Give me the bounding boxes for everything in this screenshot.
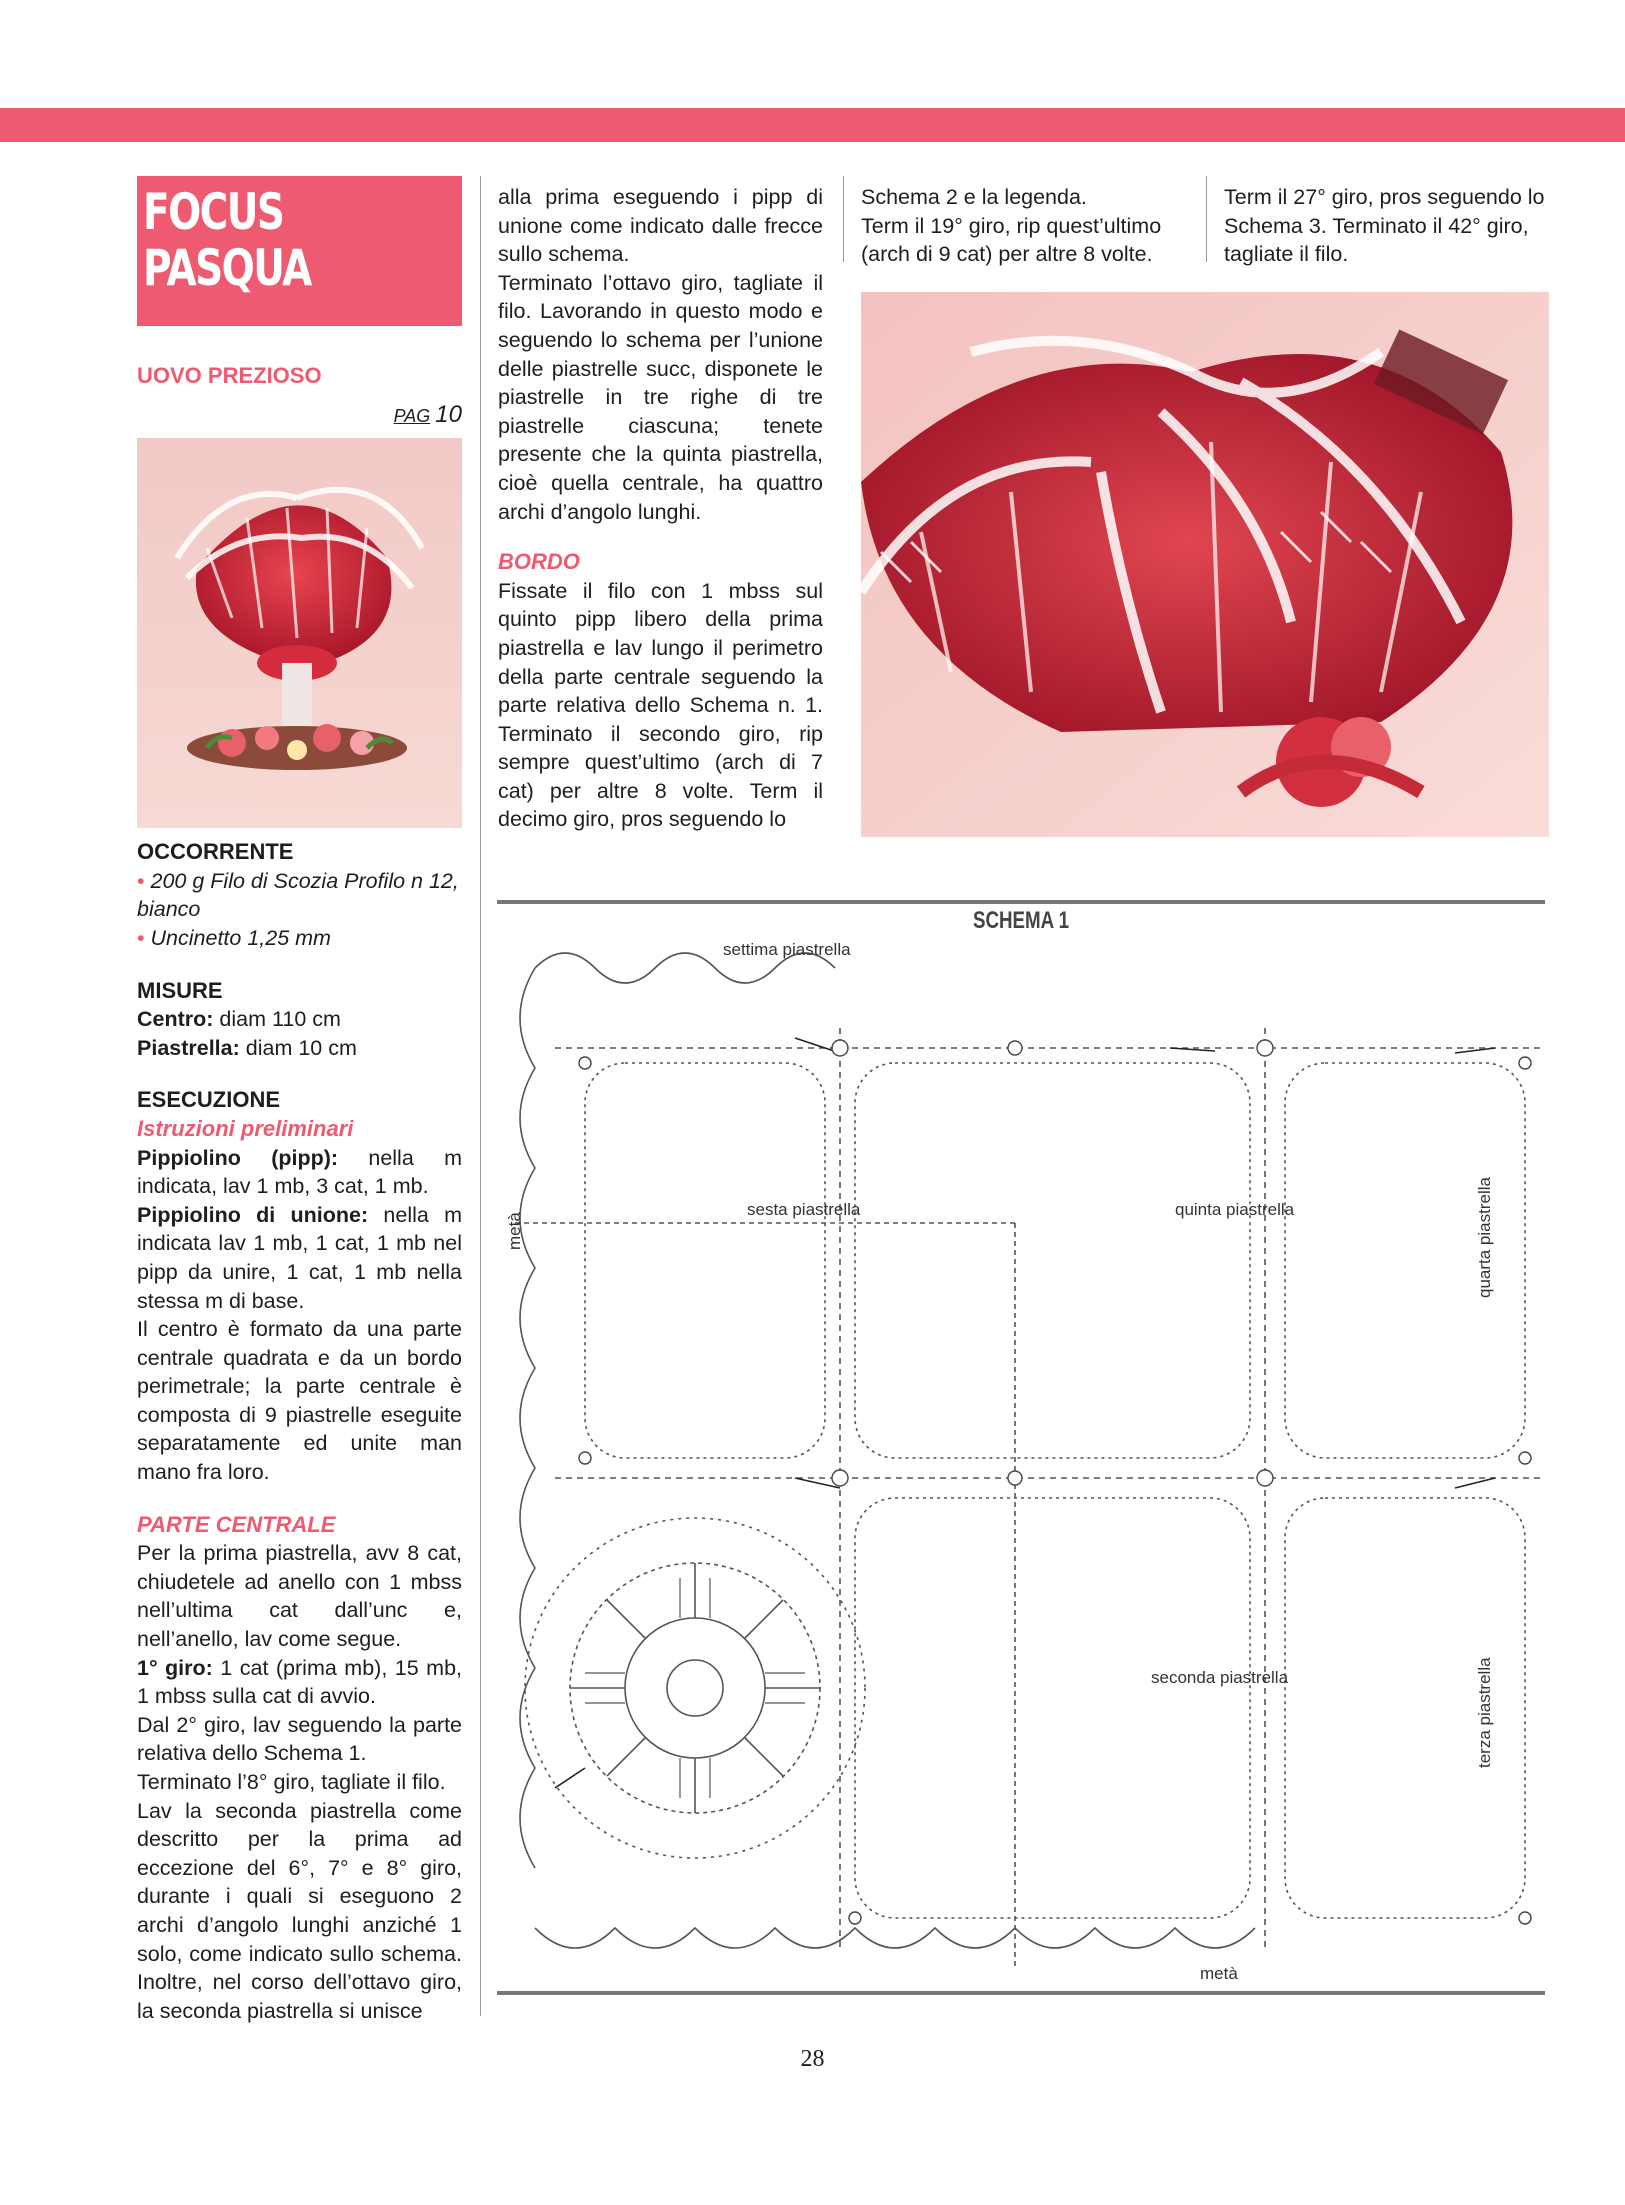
misure-centro: Centro: diam 110 cm (137, 1007, 341, 1032)
label-quinta: quinta piastrella (1175, 1200, 1295, 1219)
column-divider (480, 176, 481, 2016)
label-quarta: quarta piastrella (1475, 1177, 1494, 1298)
parte-centrale-p1: Per la prima piastrella, avv 8 cat, chiudetele ad anello con 1 mbss nell’ultima cat dall’unc e, nell’anello, lav come segue. (137, 1541, 462, 1652)
bordo-paragraph: Fissate il filo con 1 mbss sul quinto pipp libero della prima piastrella e lav lungo il perimetro della parte centrale seguendo la parte relativa dello Schema n. 1. Terminato il secondo giro, rip sempre quest’ultimo (arch di 7 cat) per altre 8 volte. Term il decimo giro, pros seguendo lo (498, 578, 823, 832)
label-meta-left: metà (505, 1212, 524, 1250)
column3-p1: Schema 2 e la legenda. (861, 185, 1087, 209)
list-item: • 200 g Filo di Scozia Profilo n 12, bianco (137, 868, 459, 922)
column2-p1: alla prima eseguendo i pipp di unione come indicato dalle frecce sullo schema. (498, 185, 823, 267)
label-terza: terza piastrella (1475, 1657, 1494, 1768)
label-meta-bottom: metà (1200, 1964, 1238, 1983)
schema-diagram (495, 888, 1550, 2008)
schema-title: SCHEMA 1 (973, 907, 1070, 934)
bordo-heading: BORDO (498, 549, 580, 575)
parte-centrale-p2: Dal 2° giro, lav seguendo la parte relativa dello Schema 1. (137, 1712, 462, 1766)
esecuzione-heading: ESECUZIONE (137, 1087, 281, 1113)
column-divider (1206, 176, 1207, 262)
egg-photo-large (861, 292, 1549, 837)
text-column-4 (1224, 183, 1552, 269)
column3-p2: Term il 19° giro, rip quest’ultimo (arch di 9 cat) per altre 8 volte. (861, 213, 1162, 267)
page-reference (137, 401, 462, 431)
section-title-box (137, 176, 462, 326)
pipp-paragraph: Pippiolino (pipp): nella m indicata, lav 1 mb, 3 cat, 1 mb. (137, 1145, 462, 1199)
top-accent-bar (0, 108, 1625, 142)
list-item: • Uncinetto 1,25 mm (137, 925, 331, 950)
misure-piastrella: Piastrella: diam 10 cm (137, 1035, 357, 1060)
text-column-2 (498, 183, 823, 834)
misure-heading: MISURE (137, 977, 223, 1003)
label-settima: settima piastrella (723, 940, 851, 959)
egg-photo-small (137, 438, 462, 828)
centro-paragraph: Il centro è formato da una parte centrale quadrata e da un bordo perimetrale; la parte centrale è composta di 9 piastrelle eseguite separatamente ed unite man mano fra loro. (137, 1317, 462, 1485)
page-number: 28 (800, 2046, 825, 2072)
parte-centrale-p4: Lav la seconda piastrella come descritto per la prima ad eccezione del 6°, 7° e 8° giro, durante i quali si eseguono 2 archi d’angolo lunghi anziché 1 solo, come indicato sullo schema. Inoltre, nel corso dell’ottavo giro, la seconda piastrella si unisce (137, 1798, 462, 2023)
label-seconda: seconda piastrella (1151, 1668, 1289, 1687)
sidebar-column (137, 176, 462, 2025)
section-title-line1: FOCUS (143, 183, 284, 241)
parte-centrale-heading: PARTE CENTRALE (137, 1511, 336, 1537)
column4-p1: Term il 27° giro, pros seguendo lo Schema 3. Terminato il 42° giro, tagliate il filo. (1224, 185, 1545, 267)
section-title-line2: PASQUA (143, 239, 311, 297)
project-title: UOVO PREZIOSO (137, 363, 322, 388)
parte-centrale-p3: Terminato l’8° giro, tagliate il filo. (137, 1770, 446, 1794)
text-column-3 (861, 183, 1189, 269)
label-sesta: sesta piastrella (747, 1200, 861, 1219)
column2-p2: Terminato l’ottavo giro, tagliate il filo. Lavorando in questo modo e seguendo lo schema per l’unione delle piastrelle succ, disponete le piastrelle in tre righe di tre piastrelle ciascuna; tenete presente che la quinta piastrella, cioè quella centrale, ha quattro archi d’angolo lunghi. (498, 270, 823, 524)
page-reference-number: 10 (435, 400, 462, 428)
giro1-paragraph: 1° giro: 1 cat (prima mb), 15 mb, 1 mbss sulla cat di avvio. (137, 1655, 462, 1709)
istruzioni-subheading: Istruzioni preliminari (137, 1115, 354, 1141)
unione-paragraph: Pippiolino di unione: nella m indicata lav 1 mb, 1 cat, 1 mb nel pipp da unire, 1 cat, 1 mb nella stessa m di base. (137, 1202, 462, 1313)
page-reference-label: PAG (393, 405, 431, 426)
column-divider (843, 176, 844, 262)
occorrente-heading: OCCORRENTE (137, 839, 294, 865)
